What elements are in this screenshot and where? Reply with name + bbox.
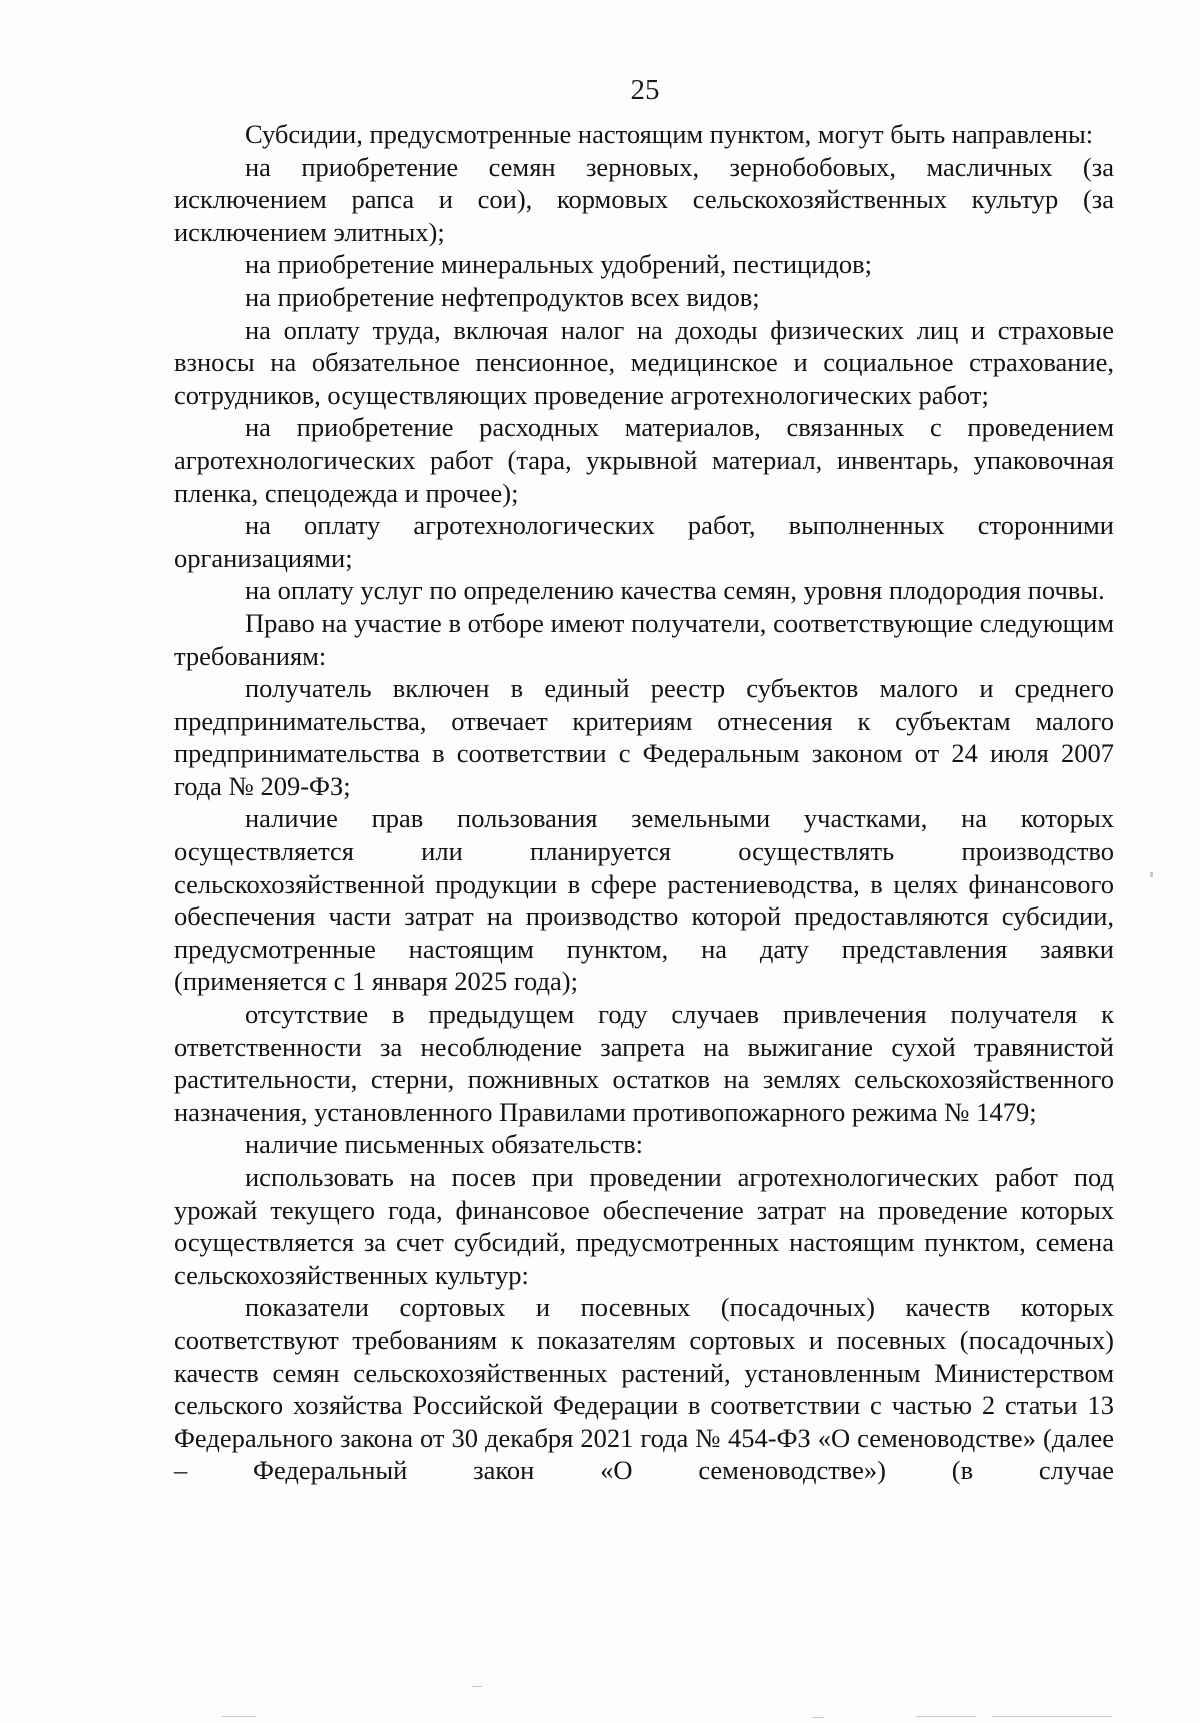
paragraph-materials: на приобретение расходных материалов, связанных с проведением агротехнологических работ (тара, укрывной материал, инвентарь, упаковочная пленка, спецодежда и прочее); bbox=[174, 412, 1114, 508]
paragraph-seeds: на приобретение семян зерновых, зернобобовых, масличных (за исключением рапса и сои), кормовых сельскохозяйственных культур (за исключением элитных); bbox=[174, 151, 1114, 247]
paragraph-subsidies-intro: Субсидии, предусмотренные настоящим пунктом, могут быть направлены: bbox=[245, 119, 1094, 149]
page-number: 25 bbox=[630, 74, 660, 106]
paragraph-land-rights: наличие прав пользования земельными участками, на которых осуществляется или планируется осуществлять производство сельскохозяйственной продукции в сфере растениеводства, в целях финансового обеспечения части затрат на производство которой предоставляются субсидии, предусмотренные настоящим пунктом, на дату представления заявки (применяется с 1 января 2025 года); bbox=[174, 803, 1114, 997]
document-body bbox=[174, 118, 1114, 1487]
paragraph-obligations: наличие письменных обязательств: bbox=[245, 1129, 643, 1160]
scan-speck bbox=[812, 1717, 824, 1718]
paragraph-labor: на оплату труда, включая налог на доходы физических лиц и страховые взносы на обязательное пенсионное, медицинское и социальное страхование, сотрудников, осуществляющих проведение агротехнологических работ; bbox=[174, 314, 1114, 410]
paragraph-fire-safety: отсутствие в предыдущем году случаев привлечения получателя к ответственности за несоблюдение запрета на выжигание сухой травянистой растительности, стерни, пожнивных остатков на землях сельскохозяйственного назначения, установленного Правилами противопожарного режима № 1479; bbox=[174, 999, 1114, 1127]
paragraph-petroleum: на приобретение нефтепродуктов всех видов; bbox=[245, 281, 760, 312]
paragraph-third-party-works: на оплату агротехнологических работ, выполненных сторонними организациями; bbox=[174, 510, 1114, 573]
scan-speck bbox=[222, 1716, 256, 1717]
scan-speck bbox=[916, 1716, 976, 1717]
paragraph-fertilizers: на приобретение минеральных удобрений, пестицидов; bbox=[245, 249, 873, 280]
scan-speck bbox=[992, 1716, 1112, 1717]
scan-speck bbox=[472, 1686, 482, 1687]
paragraph-quality-services: на оплату услуг по определению качества семян, уровня плодородия почвы. bbox=[245, 575, 1105, 606]
paragraph-eligibility: Право на участие в отборе имеют получатели, соответствующие следующим требованиям: bbox=[174, 607, 1114, 671]
scan-speck bbox=[1150, 872, 1153, 877]
paragraph-seed-quality: показатели сортовых и посевных (посадочных) качеств которых соответствуют требованиям к показателям сортовых и посевных (посадочных) качеств семян сельскохозяйственных растений, установленным Министерством сельского хозяйства Российской Федерации в соответствии с частью 2 статьи 13 Федерального закона от 30 декабря 2021 года № 454-ФЗ «О семеноводстве» (далее – Федеральный закон «О семеноводстве») (в случае bbox=[174, 1292, 1114, 1486]
paragraph-sowing: использовать на посев при проведении агротехнологических работ под урожай текущего года, финансовое обеспечение затрат на проведение которых осуществляется за счет субсидий, предусмотренных настоящим пунктом, семена сельскохозяйственных культур: bbox=[174, 1162, 1114, 1290]
paragraph-sme-registry: получатель включен в единый реестр субъектов малого и среднего предпринимательства, отвечает критериям отнесения к субъектам малого предпринимательства в соответствии с Федеральным законом от 24 июля 2007 года № 209-ФЗ; bbox=[174, 673, 1114, 801]
